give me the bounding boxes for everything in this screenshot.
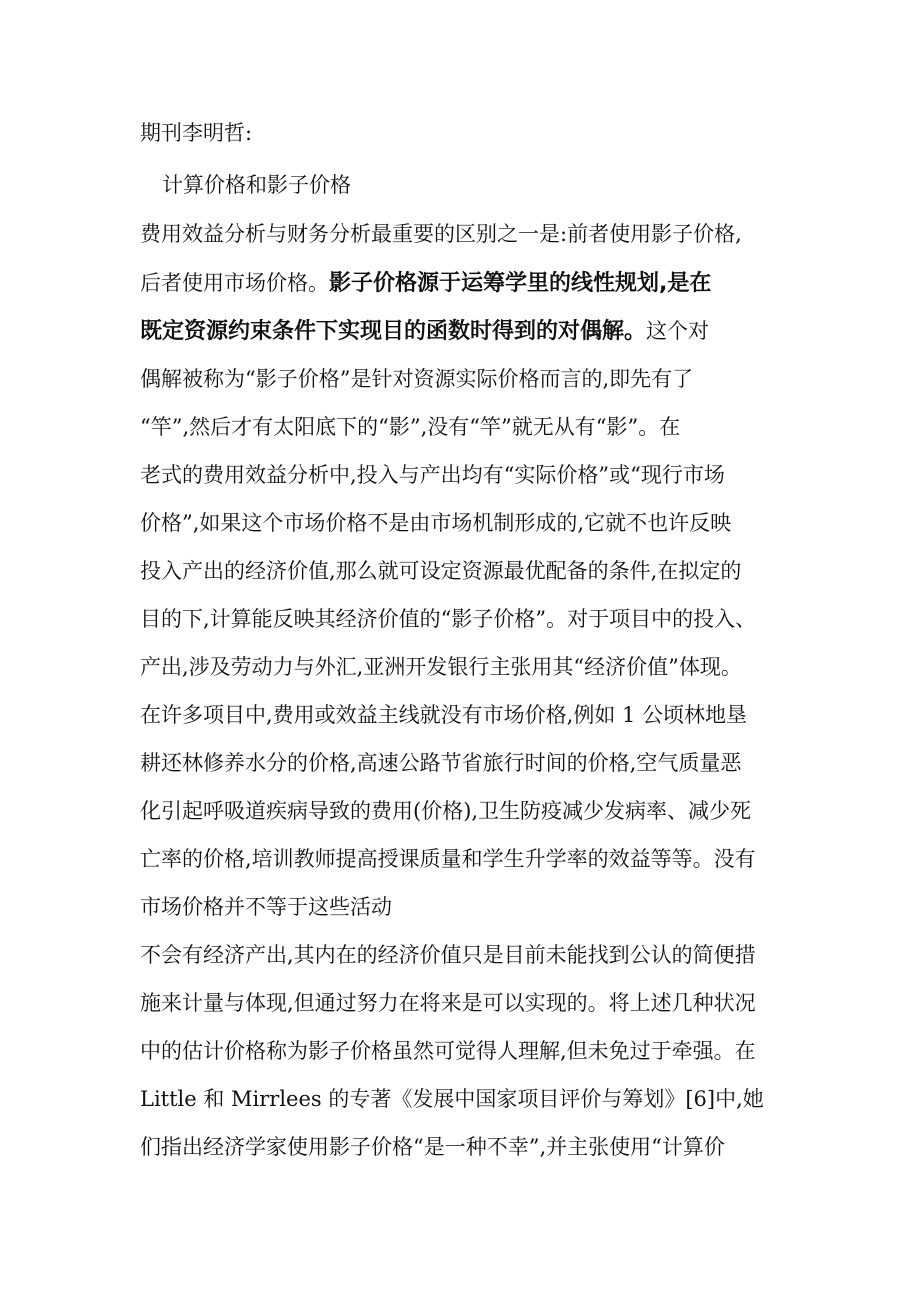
text-run: 市场价格并不等于这些活动 <box>140 895 392 919</box>
text-run: 目的下,计算能反映其经济价值的“影子价格”。对于项目中的投入、 <box>140 607 757 631</box>
body-line <box>140 796 780 826</box>
text-run: 费用效益分析与财务分析最重要的区别之一是:前者使用影子价格, <box>140 222 742 246</box>
text-run: 亡率的价格,培训教师提高授课质量和学生升学率的效益等等。没有 <box>140 847 756 871</box>
body-line <box>140 508 780 538</box>
body-line <box>140 364 780 394</box>
bold-text-run: 既定资源约束条件下实现目的函数时得到的对偶解。 <box>140 319 647 344</box>
text-run: 中的估计价格称为影子价格虽然可觉得人理解,但未免过于牵强。在 <box>140 1039 756 1063</box>
body-line <box>140 604 780 634</box>
body-line <box>140 700 780 730</box>
body-line <box>140 844 780 874</box>
body-line <box>140 1132 780 1162</box>
text-run: 后者使用市场价格。 <box>140 271 329 295</box>
text-run: 投入产出的经济价值,那么就可设定资源最优配备的条件,在拟定的 <box>140 559 742 583</box>
text-run: 在许多项目中,费用或效益主线就没有市场价格,例如 1 公顷林地垦 <box>140 703 748 727</box>
body-line <box>140 940 780 970</box>
text-run: 不会有经济产出,其内在的经济价值只是目前未能找到公认的简便措 <box>140 943 756 967</box>
bold-text-run: 影子价格源于运筹学里的线性规划,是在 <box>329 271 712 296</box>
body-line <box>140 460 780 490</box>
body-line <box>140 316 780 346</box>
text-run: 老式的费用效益分析中,投入与产出均有“实际价格”或“现行市场 <box>140 463 725 487</box>
body-line <box>140 988 780 1018</box>
body-line <box>140 652 780 682</box>
text-run: “竿”,然后才有太阳底下的“影”,没有“竿”就无从有“影”。在 <box>140 415 681 439</box>
text-run: 们指出经济学家使用影子价格“是一种不幸”,并主张使用“计算价 <box>140 1135 725 1159</box>
text-run: 价格”,如果这个市场价格不是由市场机制形成的,它就不也许反映 <box>140 511 732 535</box>
body-line <box>140 1084 780 1114</box>
text-run: 化引起呼吸道疾病导致的费用(价格),卫生防疫减少发病率、减少死 <box>140 799 752 823</box>
body-line <box>140 219 780 249</box>
author-line: 期刊李明哲: <box>140 121 253 145</box>
body-line <box>140 748 780 778</box>
section-title: 计算价格和影子价格 <box>162 173 351 197</box>
text-run: 耕还林修养水分的价格,高速公路节省旅行时间的价格,空气质量恶 <box>140 751 742 775</box>
text-run: Little 和 Mirrlees 的专著《发展中国家项目评价与筹划》[6]中,她 <box>140 1087 764 1111</box>
body-line <box>140 1036 780 1066</box>
body-line <box>140 268 780 298</box>
body-line <box>140 412 780 442</box>
text-run: 这个对 <box>646 319 710 343</box>
body-line <box>140 556 780 586</box>
body-line <box>140 892 780 922</box>
text-run: 偶解被称为“影子价格”是针对资源实际价格而言的,即先有了 <box>140 367 694 391</box>
text-run: 施来计量与体现,但通过努力在将来是可以实现的。将上述几种状况 <box>140 991 756 1015</box>
text-run: 产出,涉及劳动力与外汇,亚洲开发银行主张用其“经济价值”体现。 <box>140 655 742 679</box>
